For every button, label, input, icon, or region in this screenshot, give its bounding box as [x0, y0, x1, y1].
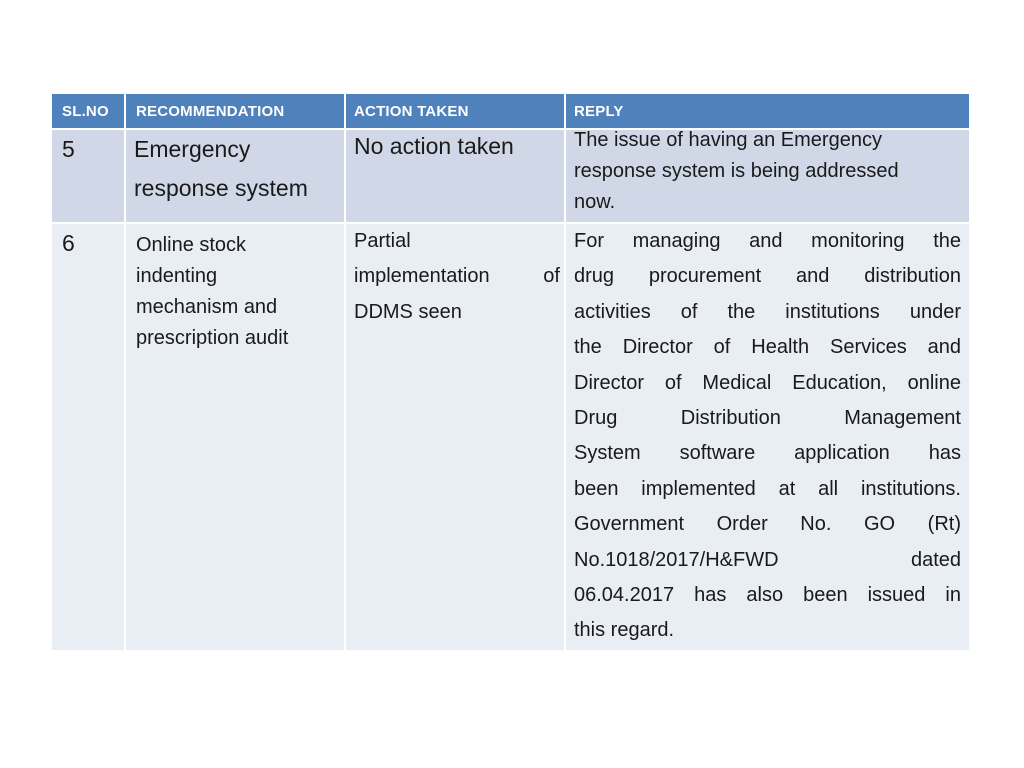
table-row [52, 224, 969, 650]
recommendation-line: response system [134, 175, 308, 201]
header-sl-no: SL.NO [62, 103, 109, 120]
row-recommendation [134, 130, 308, 208]
recommendation-line: Online stock [136, 234, 247, 256]
table-row [52, 130, 969, 222]
reply-line: For managing and monitoring the [574, 230, 961, 252]
reply-line: now. [574, 191, 616, 213]
header-reply: REPLY [574, 103, 624, 120]
column-divider [564, 94, 566, 650]
row-reply [574, 224, 961, 649]
reply-line: the Director of Health Services and [574, 336, 961, 359]
row-action-taken [354, 127, 514, 166]
action-line: Partial [354, 230, 411, 252]
column-divider [344, 94, 346, 650]
action-line: implementation of [354, 265, 560, 288]
reply-line: been implemented at all institutions. [574, 477, 961, 500]
recommendation-line: Emergency [134, 136, 251, 162]
reply-line: Government Order No. GO (Rt) [574, 513, 961, 536]
row-sl-no: 5 [62, 136, 75, 162]
header-recommendation: RECOMMENDATION [136, 103, 285, 120]
reply-line: 06.04.2017 has also been issued in [574, 584, 961, 607]
row-sl-no: 6 [62, 230, 75, 256]
row-recommendation [136, 230, 288, 354]
reply-line: The issue of having an Emergency [574, 129, 882, 151]
action-line: DDMS seen [354, 300, 462, 323]
table-header-row [52, 94, 969, 128]
recommendations-table [52, 94, 969, 650]
recommendation-line: mechanism and [136, 296, 278, 318]
reply-line: this regard. [574, 619, 675, 642]
reply-line: System software application has [574, 442, 961, 465]
recommendation-line: prescription audit [136, 327, 289, 349]
reply-line: activities of the institutions under [574, 300, 961, 323]
reply-line: Drug Distribution Management [574, 407, 961, 430]
reply-line: response system is being addressed [574, 160, 899, 182]
row-action-taken [354, 224, 560, 330]
recommendation-line: indenting [136, 265, 218, 287]
row-reply [574, 125, 959, 218]
reply-line: No.1018/2017/H&FWD dated [574, 548, 961, 571]
column-divider [124, 94, 126, 650]
header-action-taken: ACTION TAKEN [354, 103, 469, 120]
reply-line: Director of Medical Education, online [574, 371, 961, 394]
reply-line: drug procurement and distribution [574, 265, 961, 288]
action-line: No action taken [354, 133, 514, 159]
